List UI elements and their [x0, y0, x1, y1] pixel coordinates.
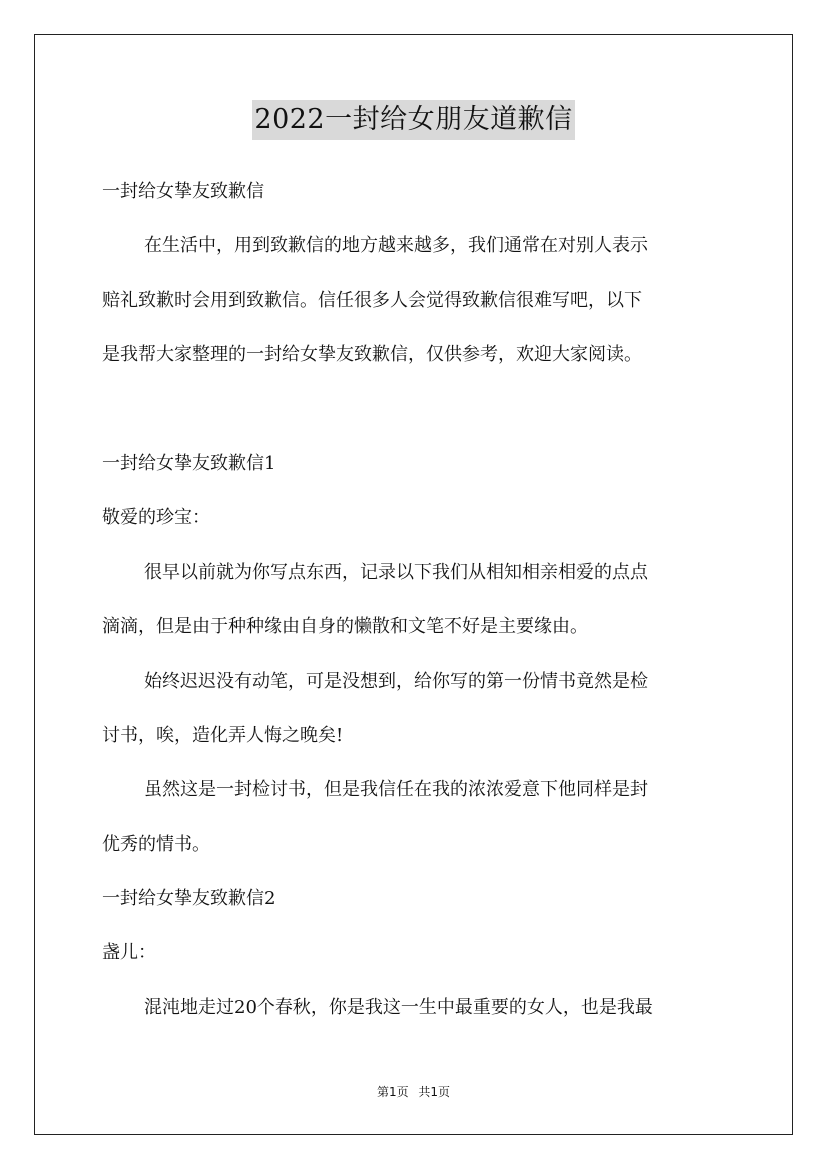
- letter2-salutation: 盏儿：: [102, 942, 156, 964]
- blank-line: [102, 383, 726, 437]
- title-container: [0, 100, 827, 140]
- letter2-heading: 一封给女挚友致歉信2: [102, 888, 276, 910]
- intro-line: 在生活中，用到致歉信的地方越来越多，我们通常在对别人表示: [144, 235, 648, 257]
- page-footer: [0, 1083, 827, 1100]
- page-total: 共1页: [418, 1085, 451, 1099]
- paragraph-line: 优秀的情书。: [102, 833, 210, 855]
- page-number: 第1页: [376, 1085, 409, 1099]
- paragraph-line: 始终迟迟没有动笔，可是没想到，给你写的第一份情书竟然是检: [144, 670, 648, 692]
- paragraph-line: 混沌地走过20个春秋，你是我这一生中最重要的女人，也是我最: [144, 996, 653, 1018]
- letter1-heading: 一封给女挚友致歉信1: [102, 452, 276, 474]
- intro-line: 是我帮大家整理的一封给女挚友致歉信，仅供参考，欢迎大家阅读。: [102, 344, 642, 366]
- paragraph-line: 讨书，唉，造化弄人悔之晚矣!: [102, 724, 344, 746]
- document-body: [102, 165, 726, 1035]
- letter1-salutation: 敬爱的珍宝：: [102, 507, 210, 529]
- paragraph-line: 虽然这是一封检讨书，但是我信任在我的浓浓爱意下他同样是封: [144, 779, 648, 801]
- section-heading: 一封给女挚友致歉信: [102, 181, 264, 202]
- paragraph-line: 滴滴，但是由于种种缘由自身的懒散和文笔不好是主要缘由。: [102, 616, 588, 638]
- paragraph-line: 很早以前就为你写点东西，记录以下我们从相知相亲相爱的点点: [144, 561, 648, 583]
- intro-line: 赔礼致歉时会用到致歉信。信任很多人会觉得致歉信很难写吧，以下: [102, 289, 642, 311]
- document-title: 2022一封给女朋友道歉信: [252, 100, 574, 140]
